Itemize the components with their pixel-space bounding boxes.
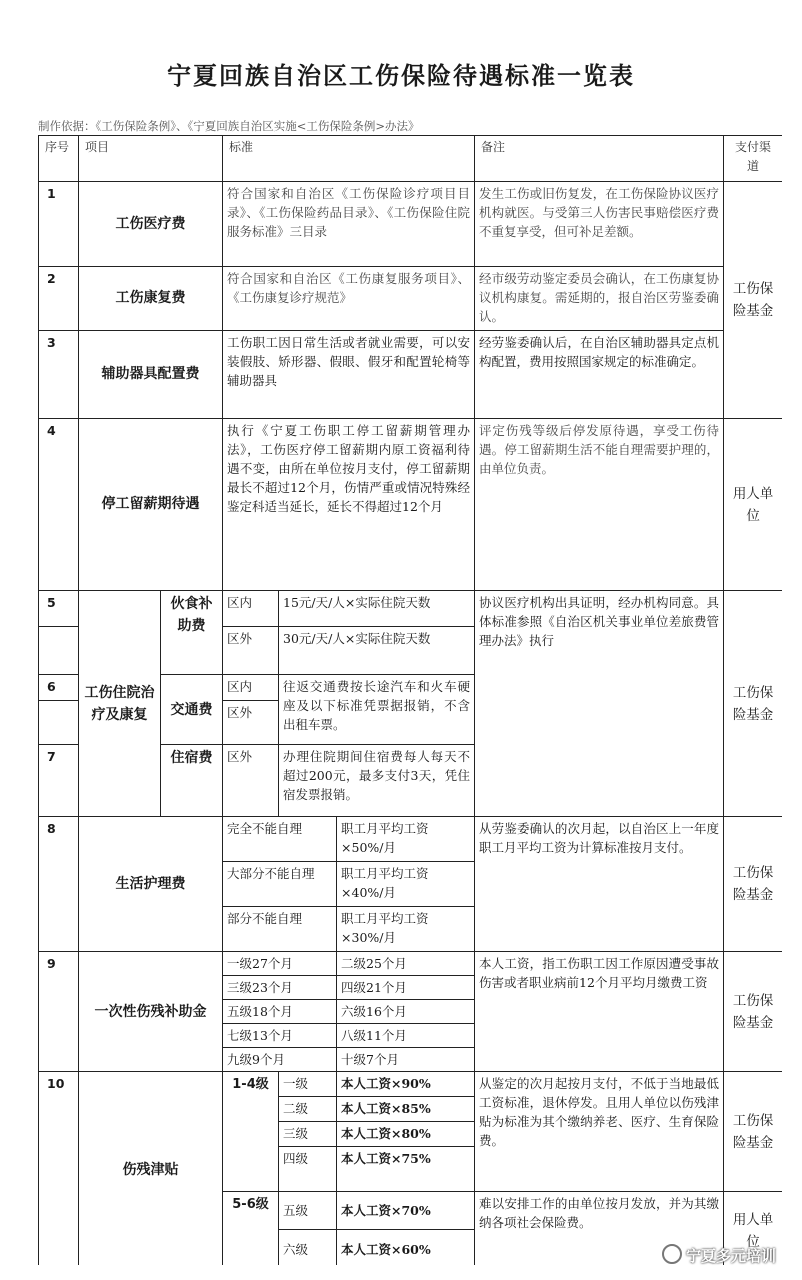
row-number: 6 <box>39 675 79 701</box>
header-remark: 备注 <box>475 136 724 182</box>
standard-text: 执行《宁夏工伤职工停工留薪期管理办法》，工伤医疗停工留薪期内原工资福利待遇不变，由所在单位按月支付，停工留薪期最长不超过12个月，伤情严重或情况特殊经鉴定科适当延长，延长不得超过12个月 <box>223 419 475 591</box>
grade-cell: 四级21个月 <box>337 976 475 1000</box>
payer-cell: 工伤保险基金 <box>724 1072 782 1192</box>
row-number: 8 <box>39 817 79 952</box>
item-name: 工伤住院治疗及康复 <box>79 591 161 817</box>
grade-cell: 一级27个月 <box>223 952 337 976</box>
payer-cell: 工伤保险基金 <box>724 591 782 817</box>
payer-cell: 工伤保险基金 <box>724 817 782 952</box>
payer-cell: 工伤保险基金 <box>724 182 782 419</box>
watermark-text: 宁夏多元培训 <box>685 1247 776 1265</box>
row-number: 1 <box>39 182 79 267</box>
level-label: 一级 <box>279 1072 337 1097</box>
wechat-icon <box>662 1244 682 1264</box>
row-number: 5 <box>39 591 79 627</box>
row-number: 2 <box>39 267 79 331</box>
payer-cell: 工伤保险基金 <box>724 952 782 1072</box>
level-label: 五级 <box>279 1192 337 1230</box>
sub-item-transport: 交通费 <box>161 675 223 745</box>
grade-cell: 八级11个月 <box>337 1024 475 1048</box>
table-row <box>39 419 783 591</box>
level-value: 本人工资×85% <box>337 1097 475 1122</box>
table-row <box>39 267 783 331</box>
payer-cell: 用人单位 <box>724 1192 782 1266</box>
grade-cell: 二级25个月 <box>337 952 475 976</box>
food-outside-standard: 30元/天/人×实际住院天数 <box>279 627 475 675</box>
row-number-empty <box>39 627 79 675</box>
table-row <box>39 1072 783 1097</box>
group-label: 1-4级 <box>223 1072 279 1192</box>
basis-line: 制作依据：《工伤保险条例》、《宁夏回族自治区实施<工伤保险条例>办法》 <box>38 119 420 133</box>
remark-text: 评定伤残等级后停发原待遇，享受工伤待遇。停工留薪期生活不能自理需要护理的，由单位负责。 <box>475 419 724 591</box>
header-item: 项目 <box>79 136 223 182</box>
remark-text: 经劳鉴委确认后，在自治区辅助器具定点机构配置，费用按照国家规定的标准确定。 <box>475 331 724 419</box>
item-name: 伤残津贴 <box>79 1072 223 1266</box>
standard-text: 符合国家和自治区《工伤保险诊疗项目目录》、《工伤保险药品目录》、《工伤保险住院服务标准》三目录 <box>223 182 475 267</box>
level-value: 本人工资×90% <box>337 1072 475 1097</box>
remark-text: 协议医疗机构出具证明，经办机构同意。具体标准参照《自治区机关事业单位差旅费管理办法》执行 <box>475 591 724 817</box>
level-value: 本人工资×75% <box>337 1147 475 1192</box>
benefit-table-wrapper <box>38 135 782 1265</box>
page-title: 宁夏回族自治区工伤保险待遇标准一览表 <box>167 61 635 90</box>
table-row <box>39 591 783 627</box>
item-name: 辅助器具配置费 <box>79 331 223 419</box>
level-label: 三级 <box>279 1122 337 1147</box>
table-row <box>39 952 783 976</box>
table-row <box>39 331 783 419</box>
row-number-empty <box>39 701 79 745</box>
row-number: 3 <box>39 331 79 419</box>
area-outside: 区外 <box>223 627 279 675</box>
level-value: 本人工资×60% <box>337 1230 475 1266</box>
header-no: 序号 <box>39 136 79 182</box>
sub-item-food: 伙食补助费 <box>161 591 223 675</box>
payer-cell: 用人单位 <box>724 419 782 591</box>
level-label: 二级 <box>279 1097 337 1122</box>
remark-text: 经市级劳动鉴定委员会确认，在工伤康复协议机构康复。需延期的，报自治区劳鉴委确认。 <box>475 267 724 331</box>
item-name: 一次性伤残补助金 <box>79 952 223 1072</box>
item-name: 工伤康复费 <box>79 267 223 331</box>
care-level-value: 职工月平均工资×50%/月 <box>337 817 475 862</box>
sub-item-lodging: 住宿费 <box>161 745 223 817</box>
table-row <box>39 817 783 862</box>
care-level-label: 部分不能自理 <box>223 907 337 952</box>
header-payer: 支付渠道 <box>724 136 782 182</box>
level-value: 本人工资×70% <box>337 1192 475 1230</box>
food-inside-standard: 15元/天/人×实际住院天数 <box>279 591 475 627</box>
level-value: 本人工资×80% <box>337 1122 475 1147</box>
item-name: 停工留薪期待遇 <box>79 419 223 591</box>
grade-cell: 三级23个月 <box>223 976 337 1000</box>
remark-text: 发生工伤或旧伤复发，在工伤保险协议医疗机构就医。与受第三人伤害民事赔偿医疗费不重复享受，但可补足差额。 <box>475 182 724 267</box>
area-inside: 区内 <box>223 675 279 701</box>
item-name: 生活护理费 <box>79 817 223 952</box>
benefit-table <box>38 135 782 1265</box>
care-level-value: 职工月平均工资×30%/月 <box>337 907 475 952</box>
row-number: 9 <box>39 952 79 1072</box>
care-level-label: 大部分不能自理 <box>223 862 337 907</box>
grade-cell: 九级9个月 <box>223 1048 337 1072</box>
standard-text: 工伤职工因日常生活或者就业需要，可以安装假肢、矫形器、假眼、假牙和配置轮椅等辅助器具 <box>223 331 475 419</box>
header-standard: 标准 <box>223 136 475 182</box>
row-number: 10 <box>39 1072 79 1266</box>
care-level-value: 职工月平均工资×40%/月 <box>337 862 475 907</box>
item-name: 工伤医疗费 <box>79 182 223 267</box>
header-row <box>39 136 783 182</box>
standard-text: 符合国家和自治区《工伤康复服务项目》、《工伤康复诊疗规范》 <box>223 267 475 331</box>
watermark <box>662 1244 776 1266</box>
remark-text: 从劳鉴委确认的次月起，以自治区上一年度职工月平均工资为计算标准按月支付。 <box>475 817 724 952</box>
level-label: 四级 <box>279 1147 337 1192</box>
remark-text: 本人工资，指工伤职工因工作原因遭受事故伤害或者职业病前12个月平均月缴费工资 <box>475 952 724 1072</box>
transport-standard: 往返交通费按长途汽车和火车硬座及以下标准凭票据报销，不含出租车票。 <box>279 675 475 745</box>
remark-text: 从鉴定的次月起按月支付，不低于当地最低工资标准，退休停发。且用人单位以伤残津贴为标准为其个缴纳养老、医疗、生育保险费。 <box>475 1072 724 1192</box>
group-label: 5-6级 <box>223 1192 279 1266</box>
area-outside: 区外 <box>223 701 279 745</box>
level-label: 六级 <box>279 1230 337 1266</box>
table-row <box>39 182 783 267</box>
grade-cell: 五级18个月 <box>223 1000 337 1024</box>
grade-cell: 七级13个月 <box>223 1024 337 1048</box>
grade-cell: 六级16个月 <box>337 1000 475 1024</box>
area-inside: 区内 <box>223 591 279 627</box>
area-outside: 区外 <box>223 745 279 817</box>
remark-text: 难以安排工作的由单位按月发放，并为其缴纳各项社会保险费。 <box>475 1192 724 1266</box>
row-number: 7 <box>39 745 79 817</box>
lodging-standard: 办理住院期间住宿费每人每天不超过200元，最多支付3天，凭住宿发票报销。 <box>279 745 475 817</box>
grade-cell: 十级7个月 <box>337 1048 475 1072</box>
care-level-label: 完全不能自理 <box>223 817 337 862</box>
row-number: 4 <box>39 419 79 591</box>
